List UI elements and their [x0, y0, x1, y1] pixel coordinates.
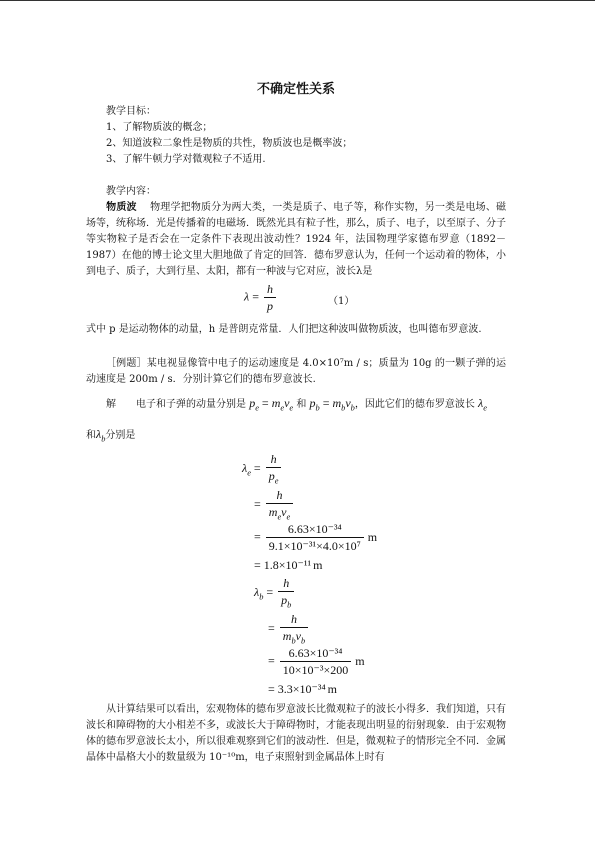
wavelength-bullet-symbol: $\lambda_b$ — [96, 427, 106, 444]
equation-number: （1） — [328, 296, 355, 307]
momentum-electron: $p_e = m_ev_e$ — [249, 396, 294, 413]
page-top-rule — [0, 0, 595, 1]
solution-intro-cont: 和$\lambda_b$分别是 — [86, 427, 136, 444]
result-bullet: = 3.3×10⁻³⁴ m — [268, 682, 338, 696]
calc-electron-step3: = $\frac{\text{6.63×10⁻³⁴}}{\text{9.1×10⁻³¹×4.0×10⁷}}$ m — [254, 522, 378, 554]
goals-heading: 教学目标： — [106, 106, 156, 117]
paragraph-definition: 式中 p 是运动物体的动量，h 是普朗克常量．人们把这种波叫做物质波，也叫德布罗意波. — [86, 324, 482, 335]
example-problem: ［例题］某电视显像管中电子的运动速度是 4.0×10⁷m / s；质量为 10g 的一颗子弹的运动速度是 200m / s．分别计算它们的德布罗意波长. — [86, 358, 506, 385]
result-electron: = 1.8×10⁻¹¹ m — [254, 558, 323, 572]
equation-1: λ = $\frac{h}{p}$ — [244, 282, 278, 314]
calc-bullet-step1: $\lambda_b$ = $\frac{h}{p_b}$ — [254, 576, 296, 611]
content-heading: 教学内容： — [106, 186, 156, 197]
goal-item: 3、了解牛顿力学对微观粒子不适用. — [106, 154, 266, 165]
goal-item: 1、了解物质波的概念； — [106, 122, 213, 133]
paragraph-matter-wave — [86, 200, 506, 280]
calc-electron-step2: = $\frac{h}{m_ev_e}$ — [254, 488, 295, 523]
section-term: 物质波 — [106, 202, 137, 213]
calc-bullet-step3: = $\frac{\text{6.63×10⁻³⁴}}{\text{10×10⁻³×200}}$ m — [268, 646, 365, 678]
page-title: 不确定性关系 — [256, 82, 335, 97]
wavelength-electron-symbol: $\lambda_e$ — [478, 396, 487, 413]
momentum-bullet: $p_b = m_bv_b$ — [309, 396, 355, 413]
goal-item: 2、知道波粒二象性是物质的共性，物质波也是概率波； — [106, 138, 353, 149]
paragraph-conclusion: 从计算结果可以看出，宏观物体的德布罗意波长比微观粒子的波长小得多．我们知道，只有波长和障碍物的大小相差不多，或波长大于障碍物时，才能表现出明显的衍射现象．由于宏观物体的德布罗意波长太小，所以很难观察到它们的波动性．但是，微观粒子的情形完全不同．金属晶体中晶格大小的数量级为 10⁻¹⁰m，电子束照射到金属晶体上时有 — [86, 704, 506, 763]
solution-intro: 解 电子和子弹的动量分别是 $p_e = m_ev_e$ 和 $p_b = m_bv_b$，因此它们的德布罗意波长 $\lambda_e$ — [106, 396, 487, 413]
paragraph-text: 物理学把物质分为两大类，一类是质子、电子等，称作实物，另一类是电场、磁场等，统称场．光是传播着的电磁场．既然光具有粒子性，那么，质子、电子，以至原子、分子等实物粒子是否会在一定条件下表现出波动性？1924 年，法国物理学家德布罗意（1892－1987）在他的博士论文里大胆地做了肯定的回答．德布罗意认为，任何一个运动着的物体，小到电子、质子，大到行星、太阳，都有一种波与它对应，波长λ是 — [86, 202, 507, 277]
calc-bullet-step2: = $\frac{h}{m_bv_b}$ — [268, 612, 310, 647]
calc-electron-step1: $\lambda_e$ = $\frac{h}{p_e}$ — [242, 452, 283, 487]
